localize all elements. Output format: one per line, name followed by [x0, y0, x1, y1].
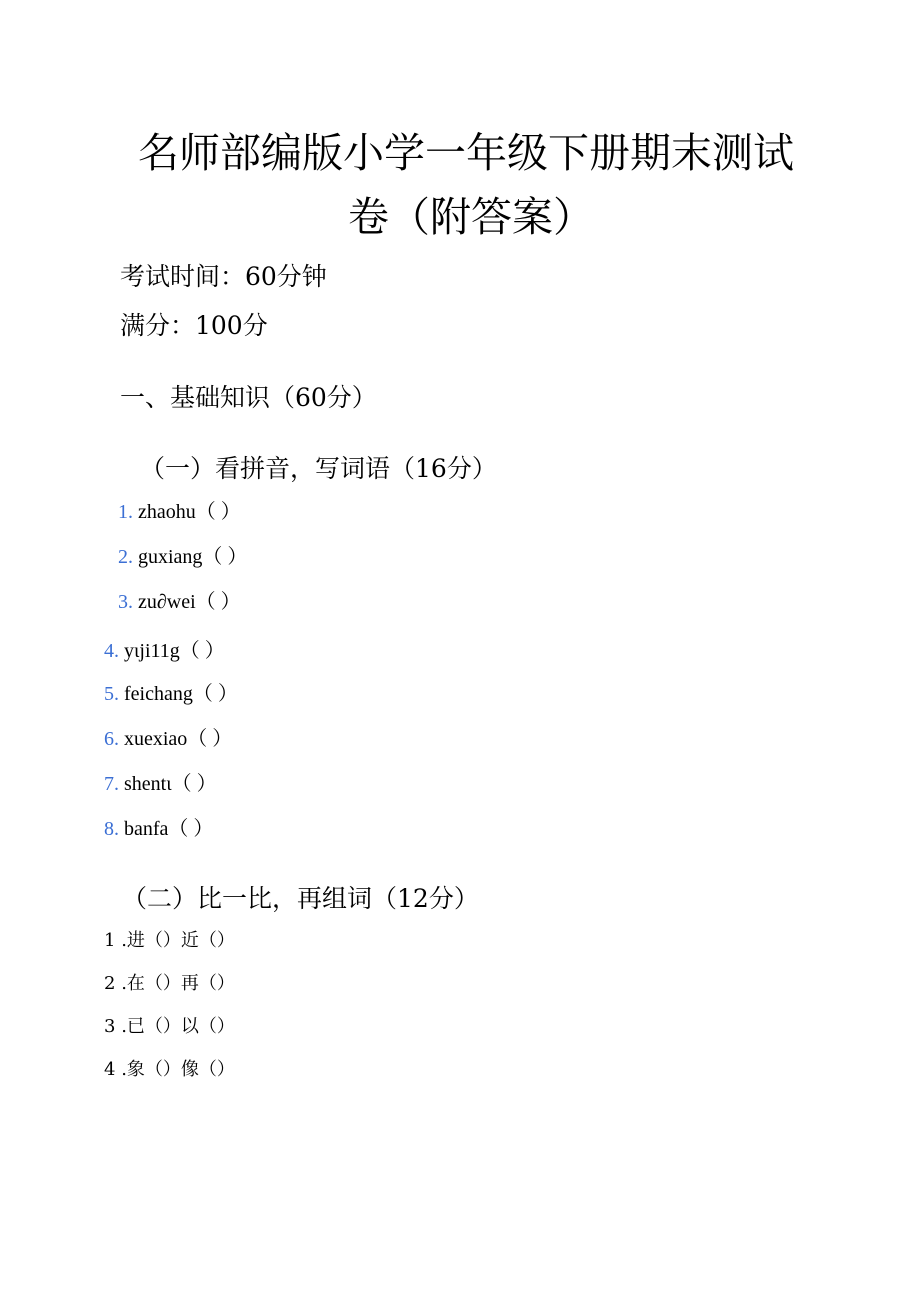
pinyin-question-1 — [118, 502, 241, 522]
question-number: 2 — [104, 973, 116, 994]
full-score: 满分：100分 — [120, 311, 268, 340]
pinyin-question-2 — [118, 547, 247, 567]
section-heading-basic-knowledge: 一、基础知识（60分） — [120, 383, 377, 412]
question-number: 3 — [104, 1016, 116, 1037]
question-text: .已（）以（） — [121, 1016, 235, 1037]
question-number: 5. — [104, 683, 119, 705]
question-text: .进（）近（） — [121, 930, 235, 951]
question-text: zu∂wei（ ） — [138, 591, 241, 613]
question-text: feichang（ ） — [124, 683, 238, 705]
doc-title-line2: 卷（附答案） — [348, 193, 594, 241]
question-number: 8. — [104, 818, 119, 840]
subsection-heading-compare: （二）比一比，再组词（12分） — [122, 884, 479, 913]
pinyin-question-6 — [104, 729, 232, 749]
pinyin-question-4 — [104, 641, 225, 661]
question-number: 4 — [104, 1059, 116, 1080]
question-number: 1 — [104, 930, 116, 951]
pinyin-question-8 — [104, 819, 213, 839]
question-text: shentι（ ） — [124, 773, 217, 795]
question-text: yɩji11g（ ） — [124, 640, 225, 662]
question-text: .象（）像（） — [121, 1059, 235, 1080]
question-text: banfa（ ） — [124, 818, 214, 840]
pinyin-question-5 — [104, 684, 238, 704]
question-text: guxiang（ ） — [138, 546, 248, 568]
compare-question-3 — [104, 1018, 235, 1036]
question-text: .在（）再（） — [121, 973, 235, 994]
question-number: 7. — [104, 773, 119, 795]
compare-question-2 — [104, 975, 235, 993]
question-number: 4. — [104, 640, 119, 662]
pinyin-question-7 — [104, 774, 217, 794]
question-number: 1. — [118, 501, 133, 523]
doc-title-line1: 名师部编版小学一年级下册期末测试 — [138, 129, 794, 177]
compare-question-4 — [104, 1061, 235, 1079]
pinyin-question-3 — [118, 592, 241, 612]
question-text: xuexiao（ ） — [124, 728, 233, 750]
subsection-heading-pinyin: （一）看拼音，写词语（16分） — [140, 454, 497, 483]
question-number: 6. — [104, 728, 119, 750]
exam-time: 考试时间：60分钟 — [120, 262, 327, 291]
question-number: 3. — [118, 591, 133, 613]
compare-question-1 — [104, 932, 235, 950]
question-text: zhaohu（ ） — [138, 501, 241, 523]
question-number: 2. — [118, 546, 133, 568]
